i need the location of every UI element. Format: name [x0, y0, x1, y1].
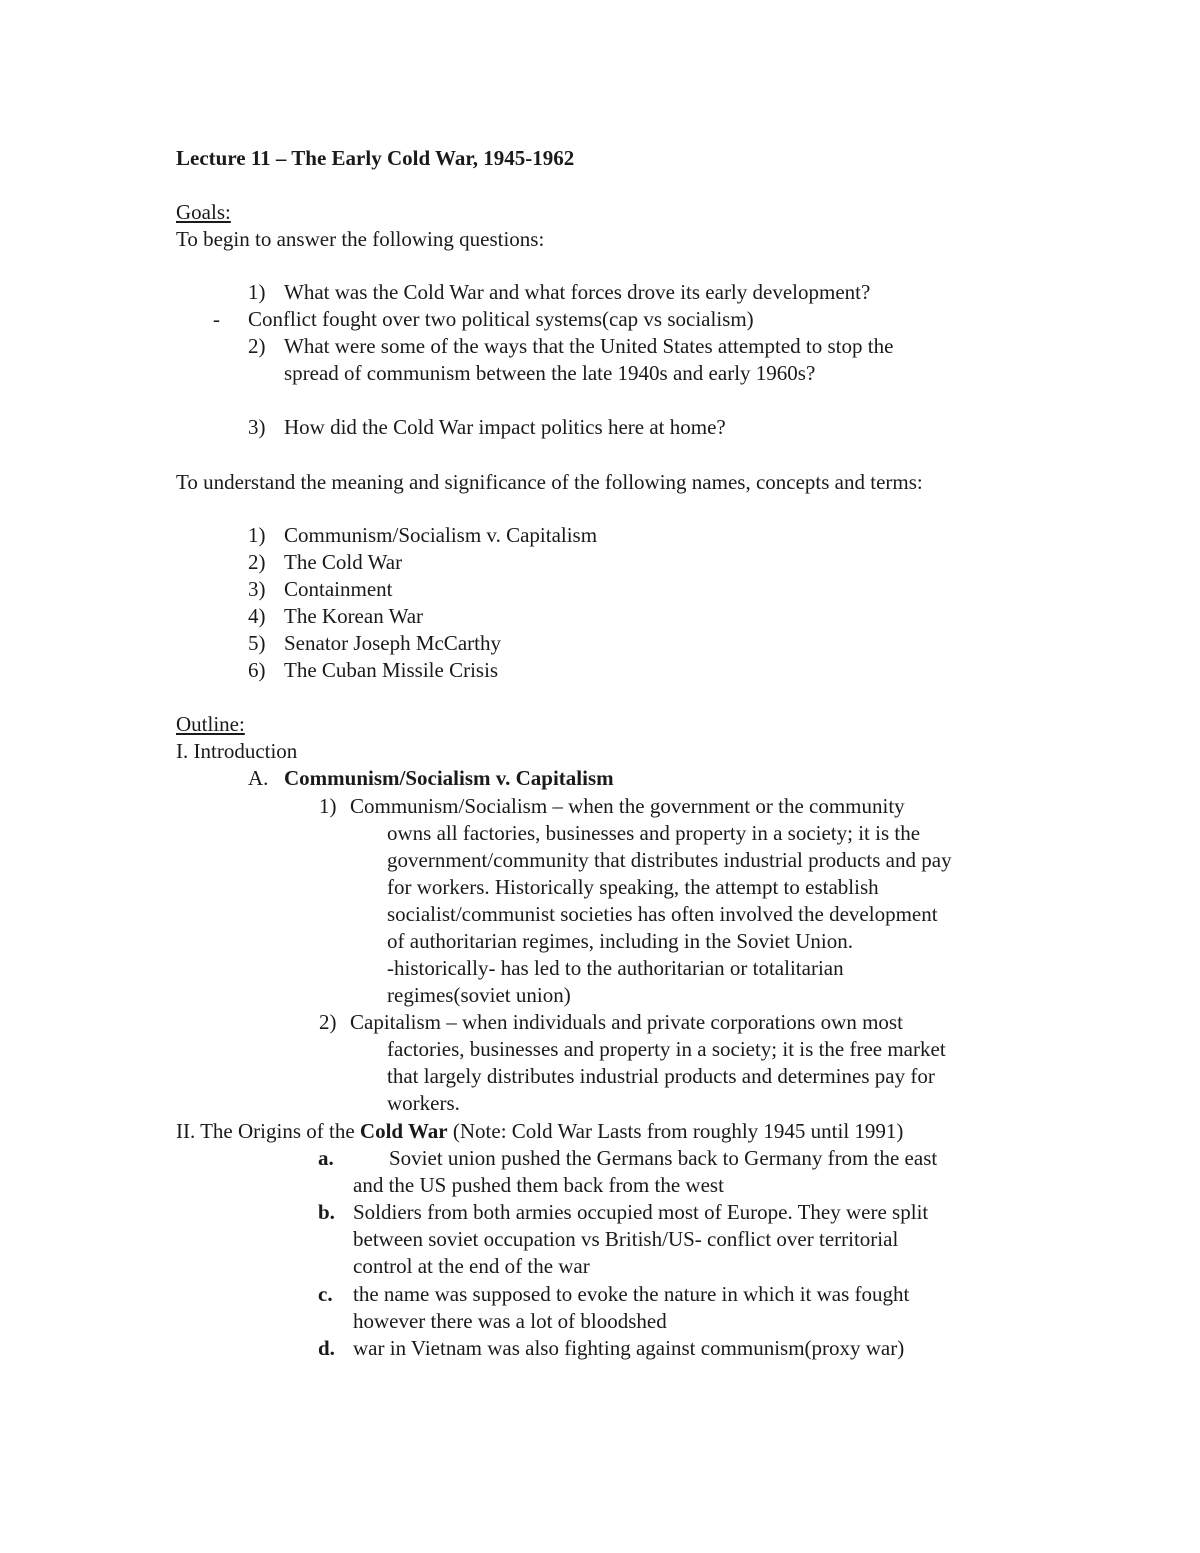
- outline-point-text: Communism/Socialism – when the government or the community: [350, 794, 905, 818]
- outline-point-text: -historically- has led to the authoritarian or totalitarian: [387, 956, 844, 980]
- outline-letter: b.: [318, 1200, 335, 1224]
- outline-heading: Outline:: [176, 712, 245, 736]
- outline-letter-text: control at the end of the war: [353, 1254, 590, 1278]
- terms-intro: To understand the meaning and significance of the following names, concepts and terms:: [176, 470, 923, 494]
- term-item: Containment: [284, 577, 393, 601]
- term-number: 3): [248, 577, 266, 601]
- outline-point-text: owns all factories, businesses and property in a society; it is the: [387, 821, 921, 845]
- outline-point-text: factories, businesses and property in a society; it is the free market: [387, 1037, 946, 1061]
- term-item: The Korean War: [284, 604, 424, 628]
- section-2-bold: Cold War: [359, 1119, 448, 1143]
- goal-question: What was the Cold War and what forces drove its early development?: [284, 280, 871, 304]
- outline-point-text: regimes(soviet union): [387, 983, 571, 1007]
- term-number: 6): [248, 658, 266, 682]
- outline-point-text: government/community that distributes industrial products and pay: [387, 848, 952, 872]
- outline-point-text: for workers. Historically speaking, the attempt to establish: [387, 875, 879, 899]
- outline-letter: d.: [318, 1336, 335, 1360]
- outline-label: A.: [248, 766, 269, 790]
- goals-intro: To begin to answer the following questions:: [176, 227, 545, 251]
- outline-letter-text: and the US pushed them back from the west: [353, 1173, 724, 1197]
- outline-section-2: [176, 1118, 903, 1145]
- outline-point-text: workers.: [387, 1091, 460, 1115]
- term-item: The Cuban Missile Crisis: [284, 658, 499, 682]
- goal-question: How did the Cold War impact politics here at home?: [284, 415, 726, 439]
- outline-subheading: Communism/Socialism v. Capitalism: [284, 766, 614, 790]
- goal-note: Conflict fought over two political systems(cap vs socialism): [248, 307, 754, 331]
- term-item: The Cold War: [284, 550, 403, 574]
- term-number: 4): [248, 604, 266, 628]
- outline-point-number: 1): [319, 794, 337, 818]
- goals-heading: Goals:: [176, 200, 231, 224]
- outline-point-text: socialist/communist societies has often involved the development: [387, 902, 938, 926]
- outline-letter-text: Soviet union pushed the Germans back to Germany from the east: [389, 1146, 938, 1170]
- goal-number: 2): [248, 334, 266, 358]
- outline-letter-text: Soldiers from both armies occupied most of Europe. They were split: [353, 1200, 929, 1224]
- goal-number: 3): [248, 415, 266, 439]
- term-number: 2): [248, 550, 266, 574]
- goal-question: What were some of the ways that the United States attempted to stop the: [284, 334, 894, 358]
- section-2-note: (Note: Cold War Lasts from roughly 1945 until 1991): [447, 1119, 904, 1143]
- term-item: Communism/Socialism v. Capitalism: [284, 523, 598, 547]
- outline-letter-text: war in Vietnam was also fighting against communism(proxy war): [353, 1336, 905, 1360]
- section-2-prefix: II. The Origins of the: [176, 1119, 360, 1143]
- outline-letter-text: the name was supposed to evoke the nature in which it was fought: [353, 1282, 910, 1306]
- outline-section-1: I. Introduction: [176, 739, 298, 763]
- outline-point-text: that largely distributes industrial products and determines pay for: [387, 1064, 935, 1088]
- outline-point-number: 2): [319, 1010, 337, 1034]
- outline-letter: a.: [318, 1146, 334, 1170]
- outline-point-text: Capitalism – when individuals and private corporations own most: [350, 1010, 903, 1034]
- outline-letter: c.: [318, 1282, 333, 1306]
- term-number: 1): [248, 523, 266, 547]
- outline-point-text: of authoritarian regimes, including in the Soviet Union.: [387, 929, 853, 953]
- goal-dash: -: [213, 307, 220, 331]
- term-item: Senator Joseph McCarthy: [284, 631, 501, 655]
- outline-letter-text: between soviet occupation vs British/US- conflict over territorial: [353, 1227, 899, 1251]
- page-title: Lecture 11 – The Early Cold War, 1945-1962: [176, 146, 575, 170]
- outline-letter-text: however there was a lot of bloodshed: [353, 1309, 667, 1333]
- term-number: 5): [248, 631, 266, 655]
- goal-question: spread of communism between the late 1940s and early 1960s?: [284, 361, 816, 385]
- goal-number: 1): [248, 280, 266, 304]
